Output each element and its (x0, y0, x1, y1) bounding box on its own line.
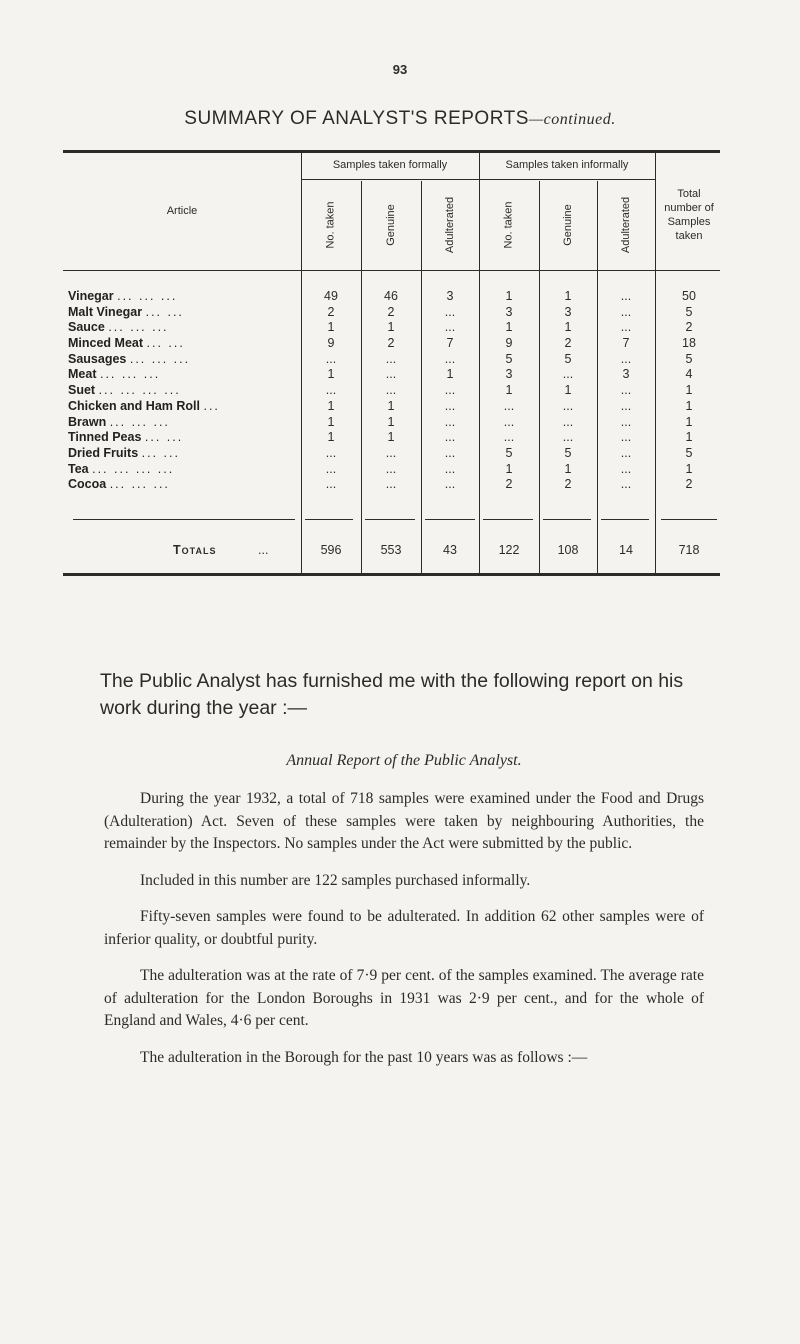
article-cell (68, 415, 300, 431)
table-row (63, 399, 720, 415)
article-leader: ... ... (141, 445, 180, 460)
article-cell (68, 367, 300, 383)
article-cell (68, 430, 300, 446)
value-cell: ... (325, 461, 337, 476)
value-cell: 3 (622, 367, 630, 382)
separator-line (73, 519, 295, 520)
value-cell: ... (562, 414, 574, 429)
value-cell: ... (444, 430, 456, 445)
value-cell: 5 (685, 351, 693, 366)
value-cell: ... (503, 430, 515, 445)
value-cell: 1 (685, 398, 693, 413)
value-cell: 2 (327, 304, 335, 319)
article-name: Cocoa (68, 477, 107, 492)
value-cell: 5 (564, 351, 572, 366)
column-divider (655, 271, 656, 529)
report-paragraph: Included in this number are 122 samples purchased informally. (140, 871, 531, 889)
value-cell: 1 (387, 414, 395, 429)
value-cell: ... (325, 445, 337, 460)
separator-line (543, 519, 591, 520)
value-cell: 3 (564, 304, 572, 319)
table-row (63, 415, 720, 431)
value-cell: 1 (564, 289, 572, 303)
column-divider (301, 271, 302, 529)
report-paragraph: Fifty-seven samples were found to be adulterated. In addition 62 other samples were of inferior quality, or doubtful purity. (104, 908, 704, 948)
table-row (63, 462, 720, 478)
article-leader: ... ... ... (109, 414, 170, 429)
value-cell: 1 (685, 383, 693, 398)
table-row (63, 320, 720, 336)
article-cell (68, 336, 300, 352)
table-row (63, 305, 720, 321)
title-text: SUMMARY OF ANALYST'S REPORTS (184, 108, 529, 129)
value-cell: 18 (682, 336, 696, 351)
column-divider (361, 271, 362, 529)
article-name: Suet (68, 383, 96, 398)
value-cell: 5 (564, 445, 572, 460)
value-cell: 1 (505, 461, 513, 476)
value-cell: ... (620, 304, 632, 319)
informal-genuine-header: Genuine (562, 204, 574, 246)
value-cell: ... (385, 383, 397, 398)
value-cell: ... (444, 477, 456, 492)
value-cell: 46 (384, 289, 398, 303)
value-cell: 49 (324, 289, 338, 303)
value-cell: 3 (505, 367, 513, 382)
article-leader: ... ... ... (117, 289, 178, 303)
table-row (63, 336, 720, 352)
value-cell: ... (562, 367, 574, 382)
article-name: Meat (68, 367, 97, 382)
value-cell: 5 (505, 351, 513, 366)
separator-line (661, 519, 717, 520)
page-title (0, 108, 800, 130)
value-cell: ... (385, 477, 397, 492)
value-cell: 5 (685, 304, 693, 319)
value-cell: ... (620, 445, 632, 460)
separator-line (425, 519, 475, 520)
total-cell: 43 (443, 542, 457, 557)
separator-line (365, 519, 415, 520)
informal-adulterated-header: Adulterated (619, 196, 632, 254)
article-name: Tinned Peas (68, 430, 142, 445)
totals-leader: ... (258, 542, 269, 557)
header-divider (655, 153, 656, 274)
value-cell: ... (385, 445, 397, 460)
page-number: 93 (392, 62, 408, 77)
article-leader: ... ... (146, 336, 185, 351)
value-cell: 7 (622, 336, 630, 351)
formal-no-taken-header: No. taken (325, 201, 337, 249)
total-cell: 718 (678, 542, 700, 557)
article-name: Chicken and Ham Roll (68, 398, 200, 413)
value-cell: ... (620, 351, 632, 366)
value-cell: 1 (564, 320, 572, 335)
value-cell: ... (325, 477, 337, 492)
value-cell: 1 (327, 398, 335, 413)
total-cell: 553 (380, 542, 402, 557)
article-leader: ... ... ... (129, 351, 191, 366)
value-cell: 2 (685, 477, 693, 492)
value-cell: 2 (564, 477, 572, 492)
value-cell: 1 (505, 383, 513, 398)
value-cell: ... (620, 289, 632, 303)
value-cell: ... (444, 351, 456, 366)
total-cell: 596 (320, 542, 342, 557)
table-row (63, 367, 720, 383)
article-leader: ... ... ... ... (92, 461, 175, 476)
value-cell: ... (385, 351, 397, 366)
totals-divider (655, 529, 656, 573)
article-cell (68, 477, 300, 493)
article-leader: ... ... ... ... (98, 383, 181, 398)
value-cell: ... (325, 383, 337, 398)
article-leader: ... (203, 398, 220, 413)
article-name: Vinegar (68, 289, 114, 303)
article-leader: ... ... ... (109, 477, 170, 492)
value-cell: 1 (685, 414, 693, 429)
table-row (63, 383, 720, 399)
article-cell (68, 352, 300, 368)
value-cell: 7 (446, 336, 454, 351)
value-cell: ... (385, 367, 397, 382)
value-cell: ... (620, 477, 632, 492)
value-cell: ... (444, 383, 456, 398)
article-leader: ... ... ... (108, 320, 169, 335)
article-name: Tea (68, 461, 89, 476)
report-paragraph: The adulteration in the Borough for the past 10 years was as follows :— (140, 1048, 588, 1066)
value-cell: 1 (327, 430, 335, 445)
value-cell: 2 (387, 336, 395, 351)
value-cell: 1 (387, 320, 395, 335)
article-name: Minced Meat (68, 336, 144, 351)
value-cell: ... (620, 414, 632, 429)
article-cell (68, 320, 300, 336)
value-cell: ... (503, 398, 515, 413)
value-cell: 1 (685, 430, 693, 445)
value-cell: 4 (685, 367, 693, 382)
table-row (63, 352, 720, 368)
value-cell: ... (444, 320, 456, 335)
value-cell: 5 (685, 445, 693, 460)
value-cell: ... (503, 414, 515, 429)
group-rule (301, 179, 655, 180)
separator-line (601, 519, 649, 520)
value-cell: 1 (327, 320, 335, 335)
value-cell: 2 (505, 477, 513, 492)
value-cell: 9 (505, 336, 513, 351)
article-name: Dried Fruits (68, 445, 139, 460)
article-name: Sausages (68, 351, 127, 366)
value-cell: ... (562, 398, 574, 413)
totals-label: Totals (173, 542, 217, 557)
value-cell: 1 (685, 461, 693, 476)
article-name: Malt Vinegar (68, 304, 143, 319)
value-cell: ... (444, 304, 456, 319)
value-cell: 50 (682, 289, 696, 303)
column-divider (539, 271, 540, 529)
informal-no-taken-header: No. taken (503, 201, 515, 249)
total-header: Total number of Samples taken (664, 188, 714, 242)
formal-group-header: Samples taken formally (332, 159, 448, 171)
formal-genuine-header: Genuine (385, 204, 397, 246)
table-bottom-rule (63, 573, 720, 576)
value-cell: ... (620, 461, 632, 476)
article-leader: ... ... (144, 430, 184, 445)
total-cell: 14 (619, 542, 633, 557)
column-divider (597, 271, 598, 529)
report-paragraph: The adulteration was at the rate of 7·9 per cent. of the samples examined. The average rate of adulteration for the London Boroughs in 1931 was 2·9 per cent., and for the whole of England and Wales, 4·6 per cent. (104, 967, 704, 1029)
separator-line (305, 519, 353, 520)
article-cell (68, 289, 300, 305)
totals-row (63, 529, 720, 573)
article-leader: ... ... ... (99, 367, 161, 382)
article-cell (68, 446, 300, 462)
value-cell: 1 (564, 461, 572, 476)
value-cell: ... (620, 430, 632, 445)
informal-group-header: Samples taken informally (505, 159, 629, 171)
report-subheading: Annual Report of the Public Analyst. (286, 752, 522, 769)
article-cell (68, 305, 300, 321)
title-suffix: —continued. (528, 111, 616, 128)
article-header: Article (166, 205, 198, 217)
value-cell: ... (444, 445, 456, 460)
column-divider (421, 271, 422, 529)
value-cell: 3 (446, 289, 454, 303)
value-cell: ... (562, 430, 574, 445)
value-cell: 1 (446, 367, 454, 382)
totals-separator (63, 509, 720, 529)
value-cell: 1 (387, 398, 395, 413)
value-cell: ... (444, 398, 456, 413)
article-leader: ... ... (145, 304, 184, 319)
value-cell: 1 (505, 320, 513, 335)
value-cell: 2 (387, 304, 395, 319)
article-cell (68, 383, 300, 399)
formal-adulterated-header: Adulterated (443, 196, 456, 254)
value-cell: 2 (685, 320, 693, 335)
value-cell: ... (444, 414, 456, 429)
table-row (63, 477, 720, 493)
value-cell: 1 (505, 289, 513, 303)
value-cell: ... (385, 461, 397, 476)
column-divider (479, 271, 480, 529)
total-cell: 122 (498, 542, 520, 557)
separator-line (483, 519, 533, 520)
value-cell: 1 (327, 367, 335, 382)
value-cell: ... (444, 461, 456, 476)
value-cell: 3 (505, 304, 513, 319)
value-cell: 1 (564, 383, 572, 398)
value-cell: 9 (327, 336, 335, 351)
table-row (63, 446, 720, 462)
article-name: Sauce (68, 320, 105, 335)
report-paragraph: During the year 1932, a total of 718 samples were examined under the Food and Drugs (Adulteration) Act. Seven of these samples were taken by neighbouring Authorities, the remainder by the Inspectors. No samples under the Act were submitted by the public. (104, 790, 704, 852)
value-cell: 1 (327, 414, 335, 429)
report-body (104, 788, 704, 1069)
table-row (63, 289, 720, 305)
table-header (63, 153, 720, 271)
article-cell (68, 462, 300, 478)
intro-paragraph: The Public Analyst has furnished me with the following report on his work during the year :— (100, 670, 684, 719)
total-cell: 108 (557, 542, 579, 557)
table-row (63, 430, 720, 446)
table-body (63, 289, 720, 493)
value-cell: ... (620, 398, 632, 413)
value-cell: 2 (564, 336, 572, 351)
value-cell: ... (620, 383, 632, 398)
value-cell: ... (325, 351, 337, 366)
summary-table (63, 150, 720, 576)
article-cell (68, 399, 300, 415)
value-cell: 1 (387, 430, 395, 445)
value-cell: ... (620, 320, 632, 335)
value-cell: 5 (505, 445, 513, 460)
article-name: Brawn (68, 414, 107, 429)
